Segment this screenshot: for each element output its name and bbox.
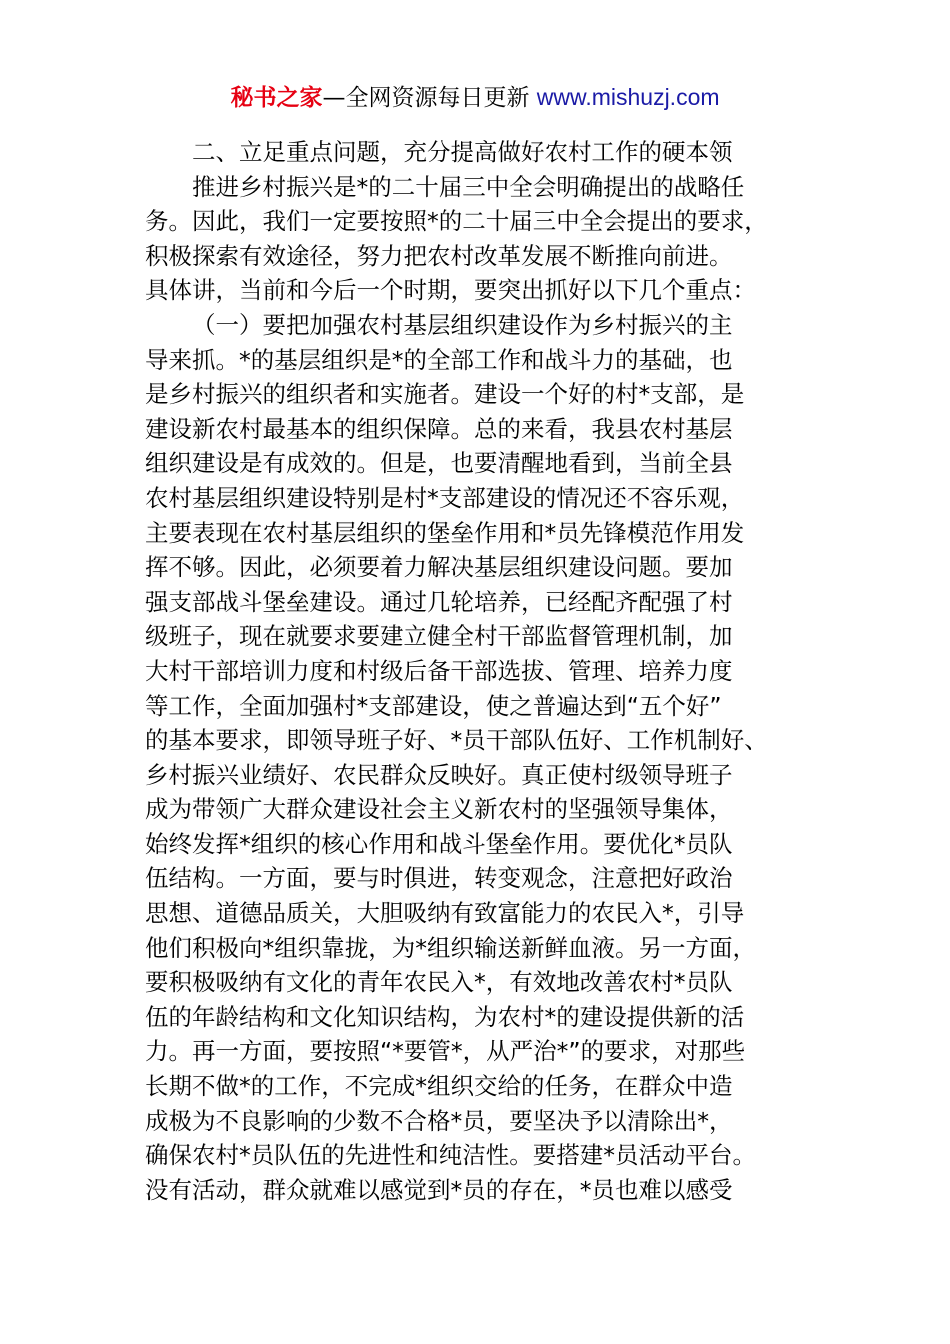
site-header xyxy=(0,80,950,115)
text-line: 思想、道德品质关，大胆吸纳有致富能力的农民入*，引导 xyxy=(145,899,745,928)
text-line: 挥不够。因此，必须要着力解决基层组织建设问题。要加 xyxy=(145,553,733,582)
text-line: 伍结构。一方面，要与时俱进，转变观念，注意把好政治 xyxy=(145,864,733,893)
text-line: 力。再一方面，要按照“*要管*，从严治*”的要求，对那些 xyxy=(145,1037,746,1066)
text-line: 他们积极向*组织靠拢，为*组织输送新鲜血液。另一方面， xyxy=(145,933,756,962)
text-line: 建设新农村最基本的组织保障。总的来看，我县农村基层 xyxy=(145,414,733,443)
text-line: 农村基层组织建设特别是村*支部建设的情况还不容乐观， xyxy=(145,483,745,512)
text-line: 的基本要求，即领导班子好、*员干部队伍好、工作机制好、 xyxy=(145,726,768,755)
text-line: 长期不做*的工作，不完成*组织交给的任务，在群众中造 xyxy=(145,1072,733,1101)
text-line: 确保农村*员队伍的先进性和纯洁性。要搭建*员活动平台。 xyxy=(145,1141,756,1170)
text-line: 乡村振兴业绩好、农民群众反映好。真正使村级领导班子 xyxy=(145,760,733,789)
text-line: 伍的年龄结构和文化知识结构，为农村*的建设提供新的活 xyxy=(145,1002,745,1031)
text-line: 成为带领广大群众建设社会主义新农村的坚强领导集体， xyxy=(145,795,733,824)
text-line: 积极探索有效途径，努力把农村改革发展不断推向前进。 xyxy=(145,241,733,270)
text-line: 强支部战斗堡垒建设。通过几轮培养，已经配齐配强了村 xyxy=(145,587,733,616)
text-line: （一）要把加强农村基层组织建设作为乡村振兴的主 xyxy=(192,310,733,339)
text-line: 没有活动，群众就难以感觉到*员的存在，*员也难以感受 xyxy=(145,1175,733,1204)
text-line: 是乡村振兴的组织者和实施者。建设一个好的村*支部，是 xyxy=(145,380,745,409)
site-tagline: —全网资源每日更新 xyxy=(322,85,530,111)
site-url-link[interactable]: www.mishuzj.com xyxy=(536,84,720,110)
document-body xyxy=(145,135,835,1207)
text-line: 成极为不良影响的少数不合格*员，要坚决予以清除出*， xyxy=(145,1106,733,1135)
text-line: 级班子，现在就要求要建立健全村干部监督管理机制，加 xyxy=(145,622,733,651)
text-line: 大村干部培训力度和村级后备干部选拔、管理、培养力度 xyxy=(145,656,733,685)
text-line: 主要表现在农村基层组织的堡垒作用和*员先锋模范作用发 xyxy=(145,518,745,547)
text-line: 始终发挥*组织的核心作用和战斗堡垒作用。要优化*员队 xyxy=(145,829,733,858)
text-line: 务。因此，我们一定要按照*的二十届三中全会提出的要求， xyxy=(145,207,768,236)
text-line: 组织建设是有成效的。但是，也要清醒地看到，当前全县 xyxy=(145,449,733,478)
text-line: 导来抓。*的基层组织是*的全部工作和战斗力的基础，也 xyxy=(145,345,733,374)
text-line: 二、立足重点问题，充分提高做好农村工作的硬本领 xyxy=(192,138,733,166)
text-line: 具体讲，当前和今后一个时期，要突出抓好以下几个重点： xyxy=(145,276,756,305)
text-line: 要积极吸纳有文化的青年农民入*，有效地改善农村*员队 xyxy=(145,968,733,997)
site-brand: 秘书之家 xyxy=(230,85,323,111)
text-line: 等工作，全面加强村*支部建设，使之普遍达到“五个好” xyxy=(145,691,722,720)
text-line: 推进乡村振兴是*的二十届三中全会明确提出的战略任 xyxy=(192,172,745,201)
